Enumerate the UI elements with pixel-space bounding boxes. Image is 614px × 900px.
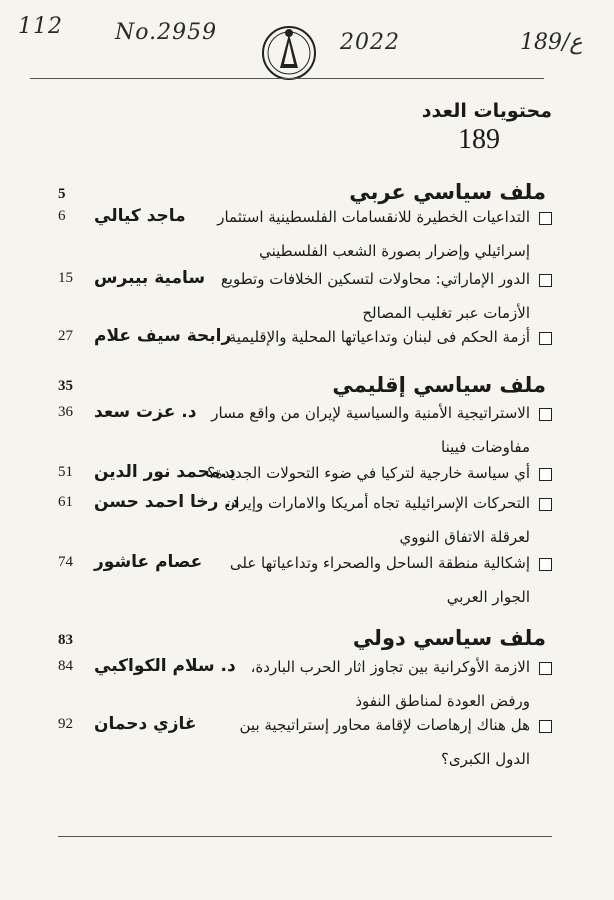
handwritten-catalog-number: No.2959 bbox=[115, 20, 218, 45]
entry-title: هل هناك إرهاصات لإقامة محاور إستراتيجية بين bbox=[239, 716, 530, 734]
handwritten-year: 2022 bbox=[340, 30, 400, 55]
section-page-regional: 35 bbox=[58, 378, 73, 394]
toc-entry[interactable] bbox=[58, 270, 552, 330]
toc-entry[interactable] bbox=[58, 716, 552, 776]
entry-page: 15 bbox=[58, 270, 73, 286]
page-title: محتويات العدد bbox=[421, 100, 552, 122]
toc-entry[interactable] bbox=[58, 464, 552, 490]
entry-title: الدور الإماراتي: محاولات لتسكين الخلافات وتطويع bbox=[220, 270, 530, 288]
toc-entry[interactable] bbox=[58, 554, 552, 614]
entry-continuation: الأزمات عبر تغليب المصالح bbox=[362, 304, 530, 322]
entry-continuation: لعرقلة الاتفاق النووي bbox=[399, 528, 530, 546]
checkbox-icon bbox=[539, 662, 552, 675]
checkbox-icon bbox=[539, 558, 552, 571]
entry-page: 92 bbox=[58, 716, 73, 732]
entry-author: د.محمد نور الدين bbox=[94, 462, 236, 482]
section-page-arab: 5 bbox=[58, 186, 66, 202]
toc-entry[interactable] bbox=[58, 208, 552, 268]
section-title-international: ملف سياسي دولي bbox=[352, 626, 546, 650]
checkbox-icon bbox=[539, 468, 552, 481]
toc-entry[interactable] bbox=[58, 404, 552, 464]
entry-title: أي سياسة خارجية لتركيا في ضوء التحولات الجديدة؟ bbox=[207, 464, 530, 482]
toc-entry[interactable] bbox=[58, 658, 552, 718]
entry-page: 51 bbox=[58, 464, 73, 480]
entry-continuation: إسرائيلي وإضرار بصورة الشعب الفلسطيني bbox=[259, 242, 530, 260]
entry-author: ماجد كيالي bbox=[94, 206, 186, 226]
entry-title: التحركات الإسرائيلية تجاه أمريكا والامارات وإيران bbox=[224, 494, 530, 512]
entry-title: أزمة الحكم فى لبنان وتداعياتها المحلية والإقليمية bbox=[228, 328, 530, 346]
entry-page: 6 bbox=[58, 208, 66, 224]
entry-continuation: ورفض العودة لمناطق النفوذ bbox=[355, 692, 530, 710]
entry-continuation: الدول الكبرى؟ bbox=[440, 750, 530, 768]
entry-page: 27 bbox=[58, 328, 73, 344]
entry-author: د. رخا احمد حسن bbox=[94, 492, 240, 512]
entry-author: غازي دحمان bbox=[94, 714, 197, 734]
entry-author: رابحة سيف علام bbox=[94, 326, 232, 346]
handwritten-issue-ref: 189/ع bbox=[520, 30, 583, 55]
issue-number: 189 bbox=[458, 124, 500, 155]
entry-page: 36 bbox=[58, 404, 73, 420]
checkbox-icon bbox=[539, 274, 552, 287]
entry-title: إشكالية منطقة الساحل والصحراء وتداعياتها على bbox=[229, 554, 530, 572]
entry-author: عصام عاشور bbox=[94, 552, 203, 572]
entry-title: الازمة الأوكرانية بين تجاوز اثار الحرب الباردة، bbox=[250, 658, 530, 676]
entry-continuation: مفاوضات فيينا bbox=[441, 438, 530, 456]
checkbox-icon bbox=[539, 332, 552, 345]
entry-page: 61 bbox=[58, 494, 73, 510]
bottom-divider bbox=[58, 836, 552, 837]
checkbox-icon bbox=[539, 498, 552, 511]
entry-author: د. عزت سعد bbox=[94, 402, 197, 422]
checkbox-icon bbox=[539, 212, 552, 225]
checkbox-icon bbox=[539, 720, 552, 733]
toc-entry[interactable] bbox=[58, 494, 552, 554]
entry-author: د. سلام الكواكبي bbox=[94, 656, 236, 676]
entry-page: 84 bbox=[58, 658, 73, 674]
top-divider bbox=[30, 78, 544, 79]
handwritten-page-ref: 112 bbox=[18, 14, 63, 39]
entry-continuation: الجوار العربي bbox=[446, 588, 530, 606]
entry-page: 74 bbox=[58, 554, 73, 570]
section-title-arab: ملف سياسي عربي bbox=[349, 180, 546, 204]
toc-entry[interactable] bbox=[58, 328, 552, 354]
entry-author: سامية بيبرس bbox=[94, 268, 206, 288]
emblem-icon bbox=[260, 24, 318, 82]
entry-title: التداعيات الخطيرة للانقسامات الفلسطينية استثمار bbox=[217, 208, 530, 226]
section-page-international: 83 bbox=[58, 632, 73, 648]
section-title-regional: ملف سياسي إقليمي bbox=[332, 373, 546, 397]
checkbox-icon bbox=[539, 408, 552, 421]
entry-title: الاستراتيجية الأمنية والسياسية لإيران من واقع مسار bbox=[211, 404, 530, 422]
